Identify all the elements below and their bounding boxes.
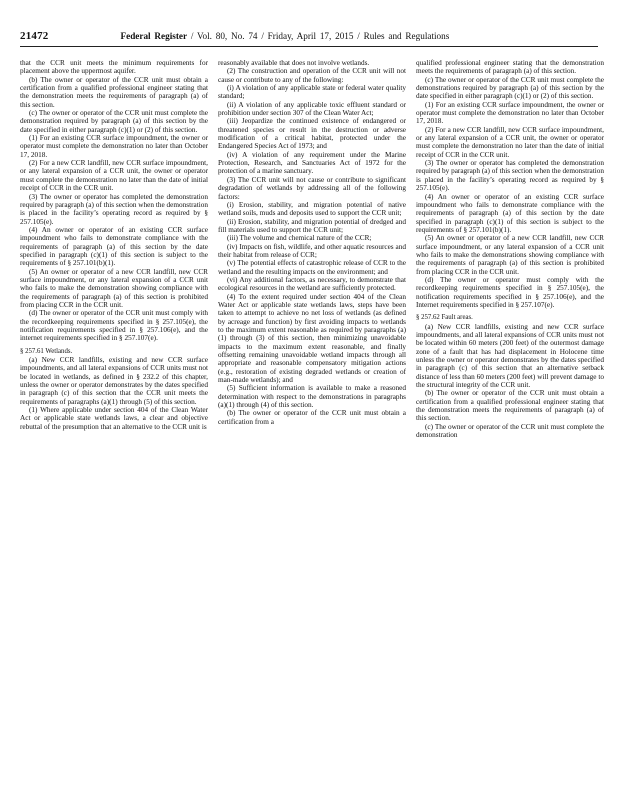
paragraph: (i) Erosion, stability, and migration potential of native wetland soils, muds and deposits used to support the CCR unit; [218, 200, 406, 218]
paragraph: that the CCR unit meets the minimum requirements for placement above the uppermost aquifer. [20, 59, 208, 76]
paragraph: (c) The owner or operator of the CCR unit must complete the demonstrations required by paragraph (a) of this section by the date specified in either paragraph (c)(1) or (2) of this section. [416, 75, 604, 101]
paragraph: (2) For a new CCR landfill, new CCR surface impoundment, or any lateral expansion of a CCR unit, the owner or operator must complete the demonstration no later than the date of initial receipt of CCR in the CCR unit. [416, 125, 604, 159]
paragraph: (iii) The volume and chemical nature of the CCR; [227, 234, 372, 243]
section-heading: § 257.61 Wetlands. [20, 347, 73, 355]
paragraph: (iv) A violation of any requirement under the Marine Protection, Research, and Sanctuaries Act of 1972 for the protection of a marine sanctuary. [218, 150, 406, 176]
journal-title: Federal Register [120, 31, 188, 41]
running-head [121, 31, 450, 41]
paragraph: qualified professional engineer stating that the demonstration meets the requirements of paragraph (a) of this section. [416, 59, 604, 76]
paragraph: (b) The owner or operator of the CCR unit must obtain a certification from a qualified professional engineer stating that the demonstration meets the requirements of paragraph (a) of this section. [20, 75, 208, 109]
paragraph: (i) A violation of any applicable state or federal water quality standard; [218, 84, 406, 101]
section-heading: § 257.62 Fault areas. [416, 314, 473, 322]
paragraph: (iii) Jeopardize the continued existence of endangered or threatened species or result in the destruction or adverse modification of a critical habitat, protected under the Endangered Species Act of 1973; and [218, 117, 406, 151]
header-rule [20, 46, 598, 47]
text-column-1 [20, 59, 208, 800]
paragraph: (ii) A violation of any applicable toxic effluent standard or prohibition under section 307 of the Clean Water Act; [218, 100, 406, 118]
paragraph: (5) An owner or operator of a new CCR landfill, new CCR surface impoundment, or any lateral expansion of a CCR unit who fails to make the demonstrations showing compliance with the requirements of paragraph (a) of this section is prohibited from placing CCR in the CCR unit. [416, 234, 604, 276]
paragraph: (b) The owner or operator of the CCR unit must obtain a certification from a [218, 409, 406, 426]
paragraph: (5) An owner or operator of a new CCR landfill, new CCR surface impoundment, or any lateral expansion of a CCR unit who fails to make the demonstration showing compliance with the requirements of paragraph (a) of this section is prohibited from placing CCR in the CCR unit. [20, 267, 208, 309]
paragraph: (3) The owner or operator has completed the demonstration required by paragraph (a) of this section when the demonstration is placed in the facility’s operating record as required by § 257.105(e). [416, 159, 604, 193]
paragraph: (iv) Impacts on fish, wildlife, and other aquatic resources and their habitat from release of CCR; [218, 242, 406, 259]
paragraph: (1) Where applicable under section 404 of the Clean Water Act or applicable state wetlands laws, a clear and objective rebuttal of the presumption that an alternative to the CCR unit is [20, 406, 208, 431]
page-number: 21472 [20, 30, 49, 42]
paragraph: (b) The owner or operator of the CCR unit must obtain a certification from a qualified professional engineer stating that the demonstration meets the requirements of paragraph (a) of this section. [416, 389, 604, 423]
paragraph: (2) The construction and operation of the CCR unit will not cause or contribute to any of the following: [218, 67, 406, 84]
paragraph: (3) The owner or operator has completed the demonstration required by paragraph (a) of this section when the demonstration is placed in the facility’s operating record as required by § 257.105(e). [20, 192, 208, 226]
paragraph: (c) The owner or operator of the CCR unit must complete the demonstration [416, 422, 604, 440]
page-header [20, 30, 598, 44]
paragraph: (vi) Any additional factors, as necessary, to demonstrate that ecological resources in the wetland are sufficiently protected. [218, 275, 406, 293]
paragraph: (d) The owner or operator of the CCR unit must comply with the recordkeeping requirements specified in § 257.105(e), the notification requirements specified in § 257.106(e), and the internet requirements specified in § 257.107(e). [20, 309, 208, 343]
text-column-2 [218, 59, 406, 800]
paragraph: (d) The owner or operator must comply with the recordkeeping requirements specified in § 257.105(e), the notification requirements specified in § 257.106(e), and the Internet requirements specified in § 257.107(e). [416, 275, 604, 309]
paragraph: (4) An owner or operator of an existing CCR surface impoundment who fails to demonstrate compliance with the requirements of paragraph (a) of this section by the date specified in paragraph (c)(1) of this section is subject to the requirements of § 257.101(b)(1). [416, 192, 604, 234]
paragraph: reasonably available that does not involve wetlands. [218, 59, 370, 67]
paragraph: (1) For an existing CCR surface impoundment, the owner or operator must complete the demonstration no later than October 17, 2018. [416, 100, 604, 126]
paragraph: (1) For an existing CCR surface impoundment, the owner or operator must complete the demonstration no later than October 17, 2018. [20, 134, 208, 159]
paragraph: (2) For a new CCR landfill, new CCR surface impoundment, or any lateral expansion of a CCR unit, the owner or operator must complete the demonstration no later than the date of initial receipt of CCR in the CCR unit. [20, 159, 208, 193]
paragraph: (ii) Erosion, stability, and migration potential of dredged and fill materials used to support the CCR unit; [218, 217, 406, 234]
paragraph: (c) The owner or operator of the CCR unit must complete the demonstration required by paragraph (a) of this section by the date specified in either paragraph (c)(1) or (2) of this section. [20, 109, 208, 134]
text-column-3 [416, 59, 604, 800]
paragraph: (3) The CCR unit will not cause or contribute to significant degradation of wetlands by addressing all of the following factors: [218, 175, 406, 201]
paragraph: (v) The potential effects of catastrophic release of CCR to the wetland and the resulting impacts on the environment; and [218, 259, 406, 276]
issue-line: / Vol. 80, No. 74 / Friday, April 17, 2015 / Rules and Regulations [187, 31, 450, 41]
paragraph: (5) Sufficient information is available to make a reasoned determination with respect to the demonstrations in paragraphs (a)(1) through (4) of this section. [218, 384, 406, 410]
paragraph: (a) New CCR landfills, existing and new CCR surface impoundments, and all lateral expansions of CCR units must not be located in wetlands, as defined in § 232.2 of this chapter, unless the owner or operator demonstrates by the dates specified in paragraph (c) of this section that the CCR unit meets the requirements of paragraphs (a)(1) through (5) of this section. [20, 356, 208, 406]
paragraph: (a) New CCR landfills, existing and new CCR surface impoundments, and all lateral expansions of CCR units must not be located within 60 meters (200 feet) of the outermost damage zone of a fault that has had displacement in Holocene time unless the owner or operator demonstrates by the dates specified in paragraph (c) of this section that an alternative setback distance of less than 60 meters (200 feet) will prevent damage to the structural integrity of the CCR unit. [416, 322, 604, 390]
paragraph: (4) To the extent required under section 404 of the Clean Water Act or applicable state wetlands laws, steps have been taken to attempt to achieve no net loss of wetlands (as defined by acreage and function) by first avoiding impacts to wetlands to the maximum extent reasonable as required by paragraphs (a)(1) through (3) of this section, then minimizing unavoidable impacts to the maximum extent reasonable, and finally offsetting remaining unavoidable wetland impacts through all appropriate and reasonable compensatory mitigation actions (e.g., restoration of existing degraded wetlands or creation of man-made wetlands); and [218, 292, 406, 385]
paragraph: (4) An owner or operator of an existing CCR surface impoundment who fails to demonstrate compliance with the requirements of paragraph (a) of this section by the date specified in paragraph (c)(1) of this section is subject to the requirements of § 257.101(b)(1). [20, 225, 208, 268]
